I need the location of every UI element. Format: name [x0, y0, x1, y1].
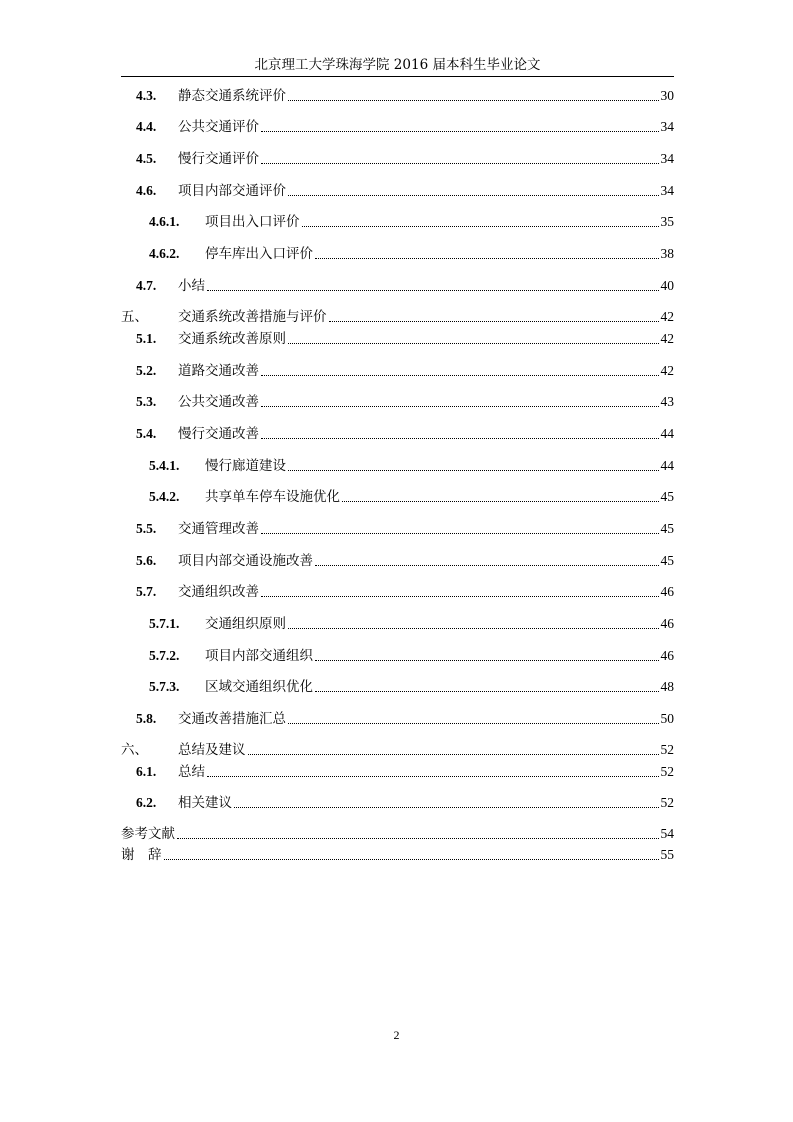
toc-entry-title: 谢 辞: [121, 847, 162, 863]
toc-entry-title: 总结及建议: [178, 742, 246, 758]
toc-entry[interactable]: [121, 551, 674, 571]
toc-entry[interactable]: [121, 424, 674, 444]
toc-entry-title: 项目出入口评价: [205, 214, 300, 230]
toc-entry-page: 44: [660, 426, 674, 441]
toc-entry[interactable]: [121, 329, 674, 349]
toc-entry-title: 交通系统改善原则: [178, 331, 286, 347]
toc-dot-leader: [288, 628, 659, 629]
toc-entry-title: 公共交通改善: [178, 394, 259, 410]
toc-dot-leader: [342, 501, 659, 502]
toc-dot-leader: [288, 195, 659, 196]
toc-entry-page: 30: [660, 88, 674, 103]
toc-entry-page: 55: [660, 847, 674, 862]
toc-entry-title: 项目内部交通组织: [205, 648, 313, 664]
toc-entry[interactable]: [121, 646, 674, 666]
toc-dot-leader: [329, 321, 659, 322]
toc-entry-number: 4.6.2.: [149, 246, 180, 261]
toc-entry-page: 46: [660, 648, 674, 663]
toc-entry-number: 4.7.: [136, 278, 157, 293]
toc-dot-leader: [261, 596, 659, 597]
toc-entry-page: 43: [660, 394, 674, 409]
toc-entry[interactable]: [121, 824, 674, 844]
toc-entry-title: 停车库出入口评价: [205, 246, 313, 262]
toc-entry[interactable]: [121, 276, 674, 296]
toc-entry-number: 4.6.: [136, 183, 157, 198]
toc-dot-leader: [288, 343, 659, 344]
toc-entry-page: 34: [660, 119, 674, 134]
toc-dot-leader: [164, 859, 659, 860]
toc-entry[interactable]: [121, 181, 674, 201]
toc-dot-leader: [261, 406, 659, 407]
toc-dot-leader: [315, 258, 659, 259]
toc-entry[interactable]: [121, 244, 674, 264]
toc-entry[interactable]: [121, 762, 674, 782]
toc-entry[interactable]: [121, 614, 674, 634]
running-header: 北京理工大学珠海学院 2016 届本科生毕业论文: [254, 57, 541, 73]
toc-entry[interactable]: [121, 212, 674, 232]
toc-dot-leader: [261, 131, 659, 132]
toc-entry-number: 5.7.1.: [149, 616, 180, 631]
toc-dot-leader: [315, 660, 659, 661]
toc-entry-number: 4.4.: [136, 119, 157, 134]
toc-entry-title: 小结: [178, 278, 205, 294]
toc-entry-page: 34: [660, 183, 674, 198]
toc-entry-title: 交通组织改善: [178, 584, 259, 600]
toc-entry[interactable]: [121, 456, 674, 476]
toc-entry-title: 交通改善措施汇总: [178, 711, 286, 727]
toc-entry-title: 交通系统改善措施与评价: [178, 309, 327, 325]
toc-dot-leader: [177, 838, 659, 839]
toc-entry[interactable]: [121, 677, 674, 697]
toc-entry[interactable]: [121, 845, 674, 865]
page-number: 2: [393, 1028, 400, 1042]
toc-dot-leader: [261, 163, 659, 164]
toc-entry[interactable]: [121, 392, 674, 412]
toc-entry[interactable]: [121, 740, 674, 760]
toc-entry-title: 区域交通组织优化: [205, 679, 313, 695]
toc-entry-page: 45: [660, 489, 674, 504]
toc-entry-number: 6.2.: [136, 795, 157, 810]
toc-entry-page: 52: [660, 742, 674, 757]
toc-entry-page: 52: [660, 795, 674, 810]
toc-entry-title: 交通管理改善: [178, 521, 259, 537]
toc-entry-page: 52: [660, 764, 674, 779]
toc-entry-number: 5.5.: [136, 521, 157, 536]
toc-entry[interactable]: [121, 793, 674, 813]
toc-entry[interactable]: [121, 582, 674, 602]
toc-entry-page: 34: [660, 151, 674, 166]
toc-entry-title: 慢行廊道建设: [205, 458, 286, 474]
toc-entry-title: 项目内部交通评价: [178, 183, 286, 199]
toc-entry-number: 4.5.: [136, 151, 157, 166]
toc-entry-page: 42: [660, 331, 674, 346]
toc-entry-number: 五、: [121, 309, 148, 325]
toc-entry-number: 4.6.1.: [149, 214, 180, 229]
toc-entry-title: 公共交通评价: [178, 119, 259, 135]
toc-entry-page: 35: [660, 214, 674, 229]
toc-entry-page: 46: [660, 616, 674, 631]
toc-entry-number: 5.7.: [136, 584, 157, 599]
toc-entry-page: 40: [660, 278, 674, 293]
header-rule: [121, 76, 674, 77]
toc-dot-leader: [302, 226, 659, 227]
toc-entry-page: 54: [660, 826, 674, 841]
toc-dot-leader: [207, 290, 659, 291]
toc-entry-number: 5.7.3.: [149, 679, 180, 694]
toc-dot-leader: [261, 533, 659, 534]
toc-entry-title: 共享单车停车设施优化: [205, 489, 340, 505]
toc-entry-number: 5.1.: [136, 331, 157, 346]
toc-entry-title: 慢行交通改善: [178, 426, 259, 442]
toc-entry-number: 5.3.: [136, 394, 157, 409]
toc-entry-page: 44: [660, 458, 674, 473]
toc-entry-page: 50: [660, 711, 674, 726]
toc-dot-leader: [288, 723, 659, 724]
toc-entry-number: 5.8.: [136, 711, 157, 726]
toc-entry-number: 4.3.: [136, 88, 157, 103]
toc-entry[interactable]: [121, 519, 674, 539]
toc-entry-title: 道路交通改善: [178, 363, 259, 379]
toc-dot-leader: [248, 754, 659, 755]
toc-entry-page: 46: [660, 584, 674, 599]
toc-entry-title: 参考文献: [121, 826, 175, 842]
toc-dot-leader: [261, 375, 659, 376]
toc-entry-title: 项目内部交通设施改善: [178, 553, 313, 569]
toc-entry-page: 45: [660, 521, 674, 536]
toc-dot-leader: [315, 691, 659, 692]
toc-entry[interactable]: [121, 709, 674, 729]
toc-entry-page: 48: [660, 679, 674, 694]
toc-entry-title: 总结: [178, 764, 205, 780]
toc-dot-leader: [288, 470, 659, 471]
toc-entry-number: 5.4.2.: [149, 489, 180, 504]
toc-entry[interactable]: [121, 117, 674, 137]
toc-dot-leader: [315, 565, 659, 566]
toc-entry-title: 静态交通系统评价: [178, 88, 286, 104]
toc-entry-number: 5.7.2.: [149, 648, 180, 663]
toc-entry[interactable]: [121, 361, 674, 381]
toc-entry-title: 相关建议: [178, 795, 232, 811]
toc-entry-page: 38: [660, 246, 674, 261]
toc-entry-number: 5.4.1.: [149, 458, 180, 473]
toc-dot-leader: [207, 776, 659, 777]
toc-dot-leader: [234, 807, 659, 808]
toc-entry[interactable]: [121, 487, 674, 507]
toc-entry[interactable]: [121, 307, 674, 327]
toc-entry-title: 交通组织原则: [205, 616, 286, 632]
toc-entry-page: 42: [660, 309, 674, 324]
toc-entry-number: 六、: [121, 742, 148, 758]
toc-entry-number: 5.6.: [136, 553, 157, 568]
toc-entry-page: 42: [660, 363, 674, 378]
toc-dot-leader: [288, 100, 659, 101]
toc-entry[interactable]: [121, 86, 674, 106]
toc-dot-leader: [261, 438, 659, 439]
toc-entry-number: 5.2.: [136, 363, 157, 378]
toc-entry-title: 慢行交通评价: [178, 151, 259, 167]
toc-entry-number: 5.4.: [136, 426, 157, 441]
toc-entry-number: 6.1.: [136, 764, 157, 779]
toc-entry[interactable]: [121, 149, 674, 169]
toc-entry-page: 45: [660, 553, 674, 568]
